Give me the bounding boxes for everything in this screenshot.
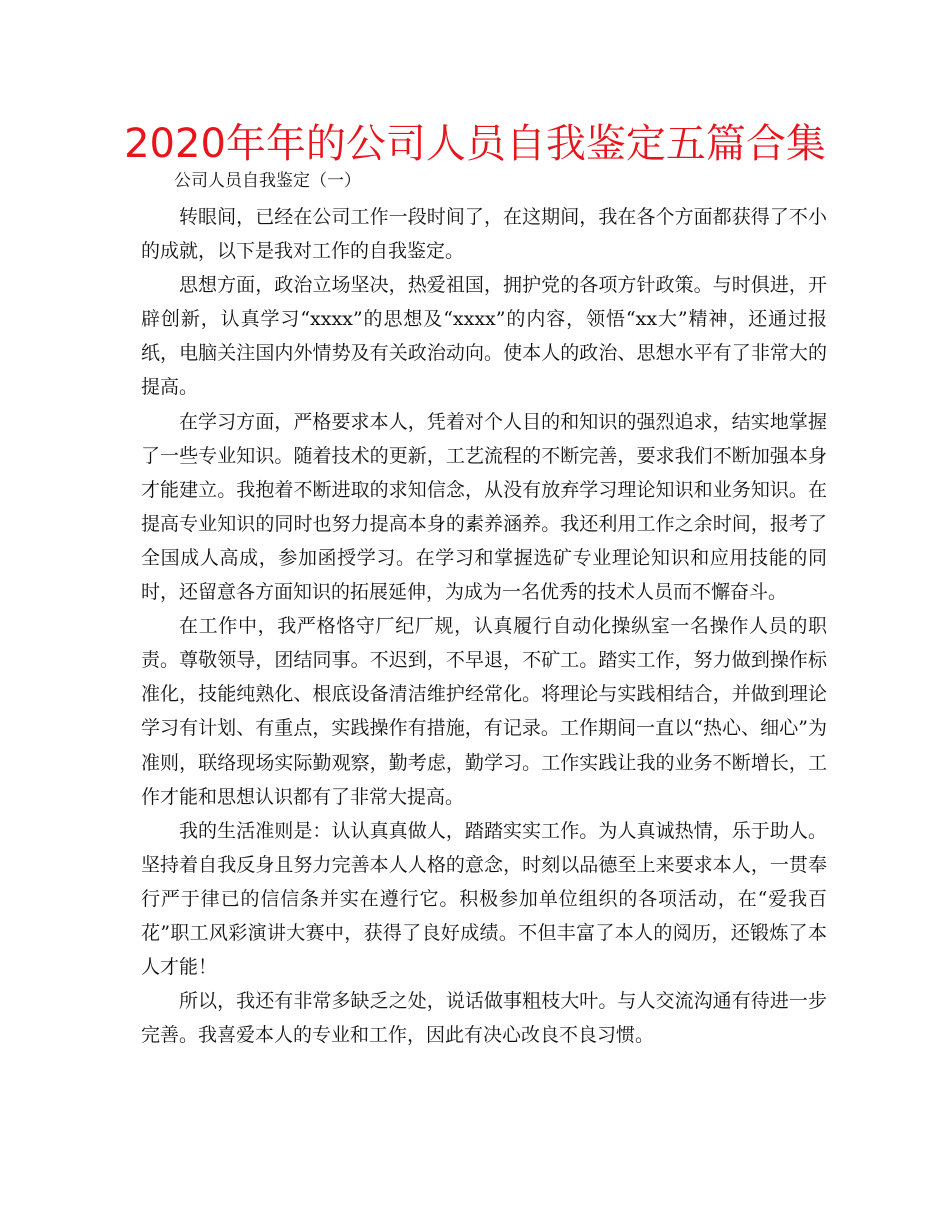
paragraph-thought: 思想方面，政治立场坚决，热爱祖国，拥护党的各项方针政策。与时俱进，开辟创新，认真学习“xxxx”的思想及“xxxx”的内容，领悟“xx大”精神，还通过报纸，电脑关注国内外情势及有关政治动向。使本人的政治、思想水平有了非常大的提高。 [141, 274, 827, 399]
paragraph-life: 我的生活准则是：认认真真做人，踏踏实实工作。为人真诚热情，乐于助人。坚持着自我反身且努力完善本人人格的意念，时刻以品德至上来要求本人，一贯奉行严于律已的信信条并实在遵行它。积极参加单位组织的各项活动，在“爱我百花”职工风彩演讲大赛中，获得了良好成绩。不但丰富了本人的阅历，还锻炼了本人才能！ [141, 819, 827, 979]
paragraph-intro: 转眼间，已经在公司工作一段时间了，在这期间，我在各个方面都获得了不小的成就，以下是我对工作的自我鉴定。 [141, 206, 827, 263]
paragraph-work: 在工作中，我严格恪守厂纪厂规，认真履行自动化操纵室一名操作人员的职责。尊敬领导，团结同事。不迟到，不早退，不矿工。踏实工作，努力做到操作标准化，技能纯熟化、根底设备清洁维护经常化。将理论与实践相结合，并做到理论学习有计划、有重点，实践操作有措施，有记录。工作期间一直以“热心、细心”为准则，联络现场实际勤观察，勤考虑，勤学习。工作实践让我的业务不断增长，工作才能和思想认识都有了非常大提高。 [141, 615, 827, 808]
paragraph-conclusion: 所以，我还有非常多缺乏之处，说话做事粗枝大叶。与人交流沟通有待进一步完善。我喜爱本人的专业和工作，因此有决心改良不良习惯。 [141, 990, 827, 1047]
document-title: 2020年年的公司人员自我鉴定五篇合集 [124, 121, 826, 167]
paragraph-study: 在学习方面，严格要求本人，凭着对个人目的和知识的强烈追求，结实地掌握了一些专业知识。随着技术的更新，工艺流程的不断完善，要求我们不断加强本身才能建立。我抱着不断进取的求知信念，从没有放弃学习理论知识和业务知识。在提高专业知识的同时也努力提高本身的素养涵养。我还利用工作之余时间，报考了全国成人高成，参加函授学习。在学习和掌握选矿专业理论知识和应用技能的同时，还留意各方面知识的拓展延伸，为成为一名优秀的技术人员而不懈奋斗。 [141, 410, 827, 604]
document-body [141, 200, 827, 1052]
section-heading: 公司人员自我鉴定（一） [174, 171, 361, 191]
